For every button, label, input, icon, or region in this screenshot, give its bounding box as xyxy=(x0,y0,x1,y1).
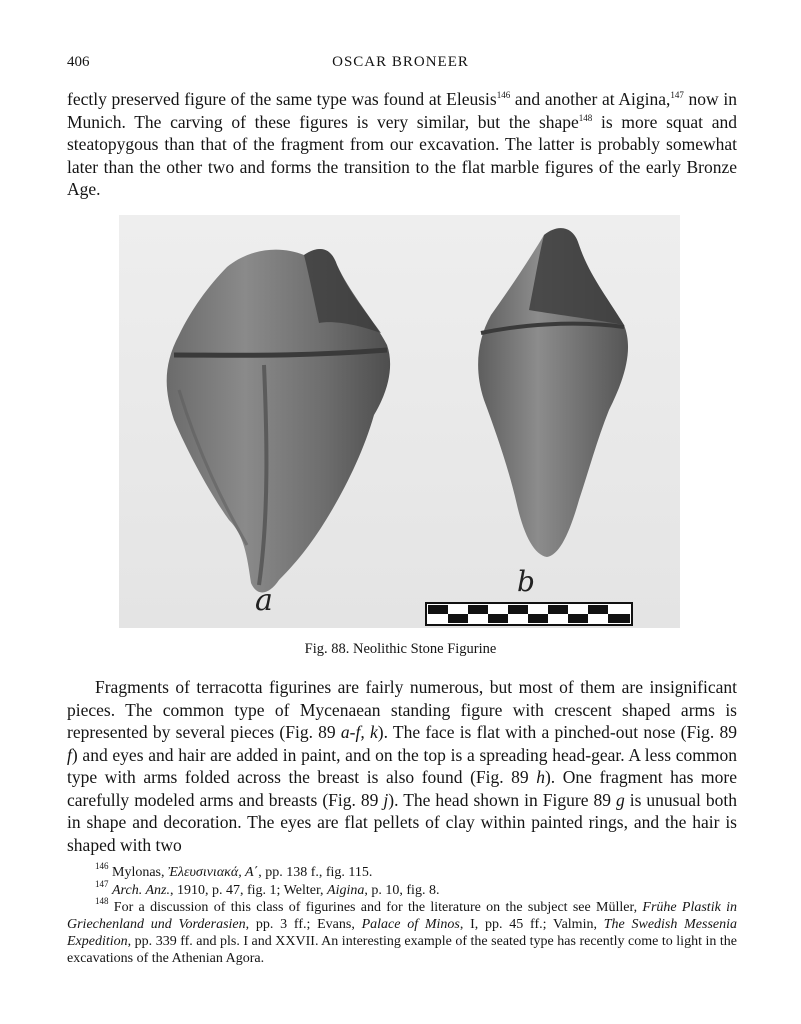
text-span: and another at Aigina, xyxy=(510,89,671,109)
text-span: ). One fragment has more carefully modeled arms and breasts (Fig. 89 xyxy=(67,767,737,810)
italic-ref: g xyxy=(615,789,625,810)
figure-label-b: b xyxy=(517,565,535,598)
page-number: 406 xyxy=(67,54,90,70)
footnote-148 xyxy=(67,896,738,967)
figurine-photograph xyxy=(119,215,680,628)
figure-photo xyxy=(119,215,680,628)
footnote-ref-147: 147 xyxy=(670,90,684,100)
italic-title: Ἐλευσινιακά, Α΄ xyxy=(168,865,259,880)
italic-ref: j xyxy=(383,789,389,810)
top-paragraph xyxy=(67,88,737,201)
text-span: , I, pp. 45 ff.; Valmin, xyxy=(459,917,604,932)
text-span: , pp. 138 f., fig. 115. xyxy=(258,865,373,880)
italic-ref: a-f, k xyxy=(340,722,378,742)
figure-caption: Fig. 88. Neolithic Stone Figurine xyxy=(304,641,497,657)
text-span: ). The head shown in Figure 89 xyxy=(388,789,616,810)
italic-ref: h xyxy=(536,767,545,787)
text-span: ) and eyes and hair are added in paint, and on the top is a spreading head-gear. A less common type with arms folded across the breast is also found (Fig. 89 xyxy=(67,744,737,787)
text-span: is more squat and steatopygous than that of the fragment from our excavation. The latter is probably somewhat later than the other two and forms the transition to the flat marble figures of the early Bronze Age. xyxy=(67,111,737,199)
text-span: , p. 10, fig. 8. xyxy=(364,883,440,898)
footnote-number: 146 xyxy=(95,861,109,871)
figure-label-a: a xyxy=(255,583,273,618)
scale-bar xyxy=(426,603,632,625)
text-span: fectly preserved figure of the same type was found at Eleusis xyxy=(67,89,497,109)
footnote-ref-148: 148 xyxy=(578,112,593,123)
text-span: Fragments of terracotta figurines are fairly numerous, but most of them are insignificant pieces. The common type of Mycenaean standing figure with crescent shaped arms is represented by several pieces (Fig. 89 xyxy=(67,677,737,742)
footnote-ref-146: 146 xyxy=(496,90,511,100)
text-span: , pp. 3 ff.; Evans, xyxy=(245,917,362,932)
italic-title: The Swedish Messenia Expedition xyxy=(67,917,738,949)
footnote-146 xyxy=(67,861,737,881)
footnote-147 xyxy=(67,879,737,899)
italic-title: Aigina xyxy=(327,883,365,898)
footnote-number: 148 xyxy=(95,896,109,906)
text-span: , 1910, p. 47, fig. 1; Welter, xyxy=(169,883,328,898)
text-span: is unusual both in shape and decoration. The eyes are flat pellets of clay within painted rings, and the hair is shaped with two xyxy=(67,789,737,855)
running-head: OSCAR BRONEER xyxy=(332,54,469,70)
italic-title: Frühe Plastik in Griechenland und Vorderasien xyxy=(67,900,737,932)
text-span: , pp. 339 ff. and pls. I and XXVII. An interesting example of the seated type has recently come to light in the excavations of the Athenian Agora. xyxy=(67,934,737,966)
text-span: ). The face is flat with a pinched-out nose (Fig. 89 xyxy=(377,722,737,742)
footnote-number: 147 xyxy=(95,879,109,889)
italic-title: Palace of Minos xyxy=(361,917,460,932)
main-paragraph xyxy=(67,676,737,856)
text-span: For a discussion of this class of figurines and for the literature on the subject see Müller, xyxy=(108,900,643,915)
text-span: now in Munich. The carving of these figures is very similar, but the shape xyxy=(67,89,737,132)
text-span: Mylonas, xyxy=(108,865,168,880)
italic-ref: f xyxy=(67,744,72,765)
italic-title: Arch. Anz. xyxy=(112,883,170,898)
